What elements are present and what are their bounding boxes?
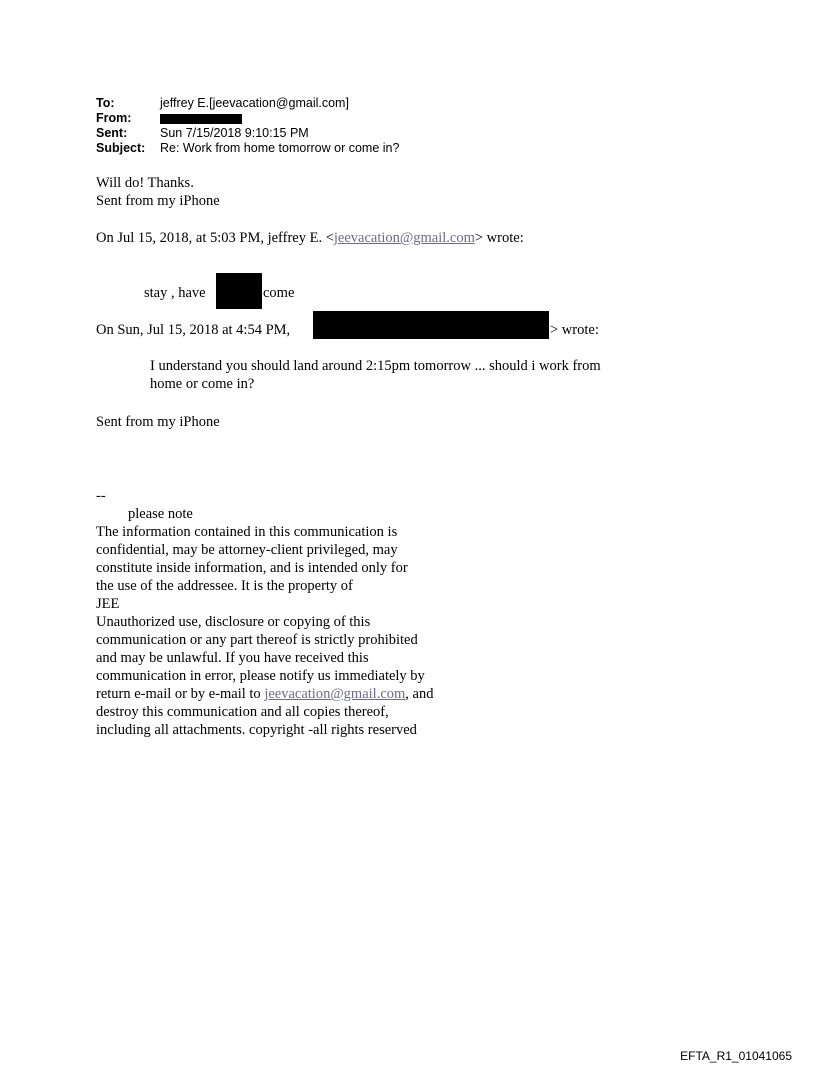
disclaimer-line: The information contained in this communication is	[96, 524, 398, 540]
disclaimer-line: the use of the addressee. It is the property of	[96, 578, 353, 594]
sent-value: Sun 7/15/2018 9:10:15 PM	[160, 126, 309, 140]
sent-from-iphone-2: Sent from my iPhone	[96, 414, 220, 430]
disclaimer-return-line	[96, 685, 433, 703]
return-suffix: , and	[405, 686, 434, 702]
subject-label: Subject:	[96, 141, 146, 155]
to-row	[96, 96, 399, 111]
quote2-suffix: > wrote:	[550, 322, 599, 338]
quote1-email-link[interactable]: jeevacation@gmail.com	[333, 230, 475, 246]
quote1-prefix: On Jul 15, 2018, at 5:03 PM, jeffrey E. <	[96, 230, 334, 246]
come-text: come	[263, 285, 295, 301]
from-row	[96, 111, 399, 126]
disclaimer-line: confidential, may be attorney-client privileged, may	[96, 542, 398, 558]
disclaimer-line: including all attachments. copyright -all rights reserved	[96, 722, 417, 738]
disclaimer-line: and may be unlawful. If you have received this	[96, 650, 369, 666]
quote2-prefix: On Sun, Jul 15, 2018 at 4:54 PM,	[96, 322, 291, 338]
quote1-header	[96, 229, 524, 247]
quoted-message-line2: home or come in?	[150, 376, 255, 392]
disclaimer-line: destroy this communication and all copies thereof,	[96, 704, 389, 720]
return-prefix: return e-mail or by e-mail to	[96, 686, 265, 702]
to-value: jeffrey E.[jeevacation@gmail.com]	[160, 96, 349, 110]
reply-line: Will do! Thanks.	[96, 175, 194, 191]
disclaimer-line: JEE	[96, 596, 120, 612]
document-id-footer: EFTA_R1_01041065	[680, 1049, 792, 1063]
sent-label: Sent:	[96, 126, 128, 140]
subject-value: Re: Work from home tomorrow or come in?	[160, 141, 400, 155]
disclaimer-line: constitute inside information, and is intended only for	[96, 560, 408, 576]
please-note: please note	[128, 506, 193, 522]
signature-dashes: --	[96, 488, 106, 504]
redaction-block-1	[216, 273, 262, 309]
stay-have-text: stay , have	[144, 285, 206, 301]
subject-row	[96, 141, 399, 156]
disclaimer-line: communication in error, please notify us immediately by	[96, 668, 425, 684]
to-label: To:	[96, 96, 115, 110]
sent-from-iphone: Sent from my iPhone	[96, 193, 220, 209]
from-label: From:	[96, 111, 132, 125]
from-redaction	[160, 114, 242, 124]
email-header	[96, 96, 399, 156]
disclaimer-line: Unauthorized use, disclosure or copying of this	[96, 614, 371, 630]
quoted-message-line1: I understand you should land around 2:15pm tomorrow ... should i work from	[150, 358, 601, 374]
redaction-block-2	[313, 311, 549, 339]
sent-row	[96, 126, 399, 141]
return-email-link[interactable]: jeevacation@gmail.com	[264, 686, 406, 702]
quote1-suffix: > wrote:	[474, 230, 524, 246]
disclaimer-line: communication or any part thereof is strictly prohibited	[96, 632, 418, 648]
